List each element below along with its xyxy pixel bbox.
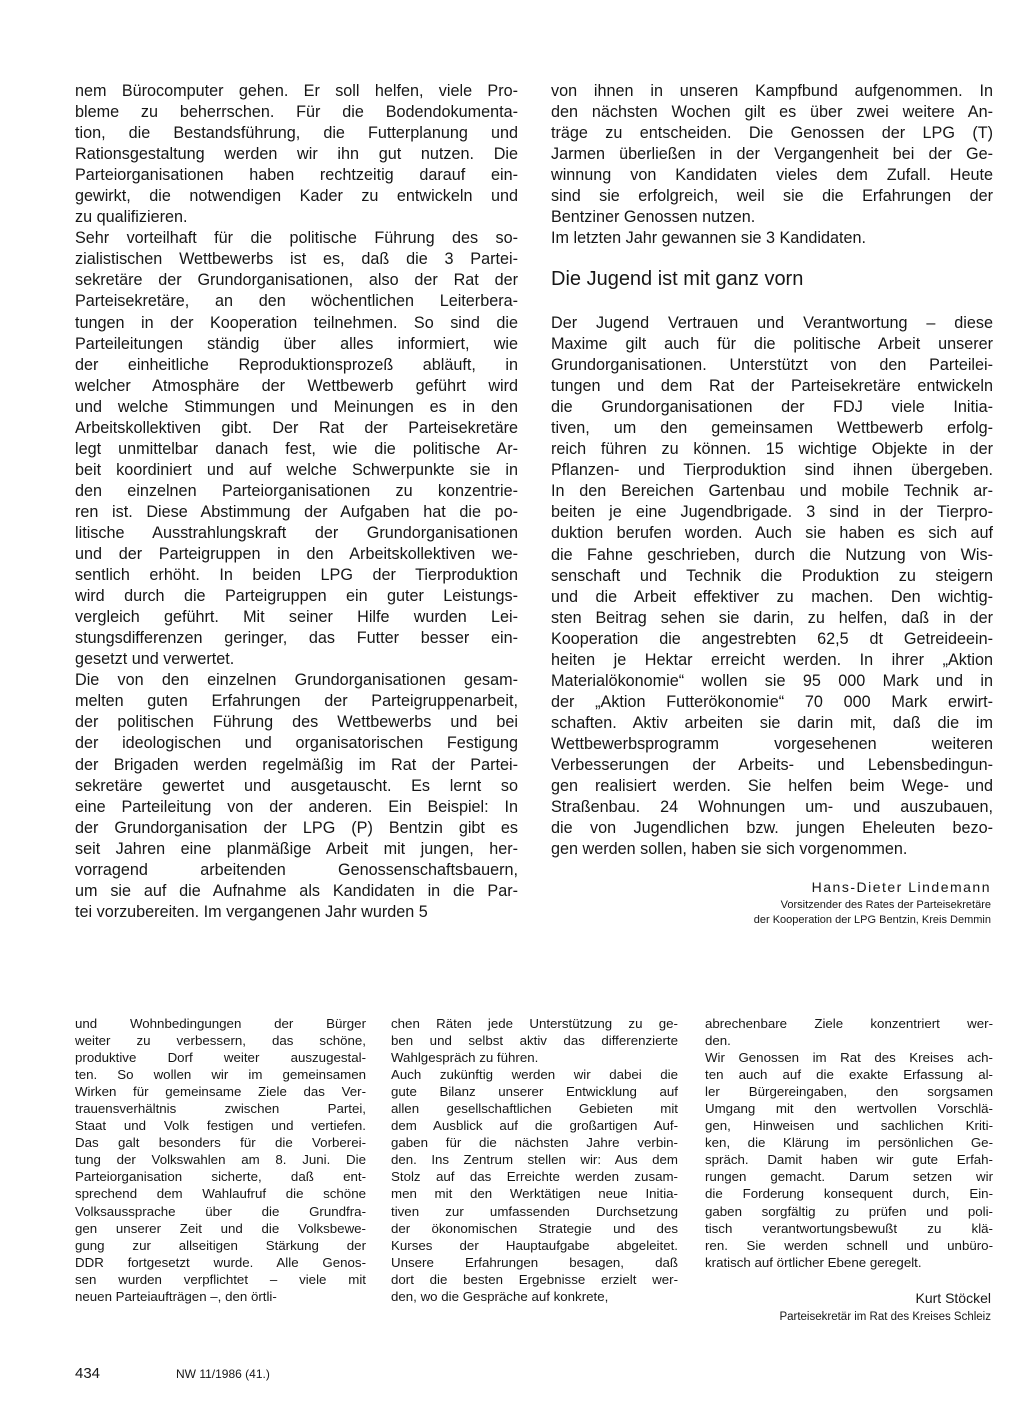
text-line: den, wo die Gespräche auf konkrete, <box>391 1288 609 1304</box>
text-line: Materialökonomie“ wollen sie 95 000 Mark und in <box>551 671 993 690</box>
text-line: ben und selbst aktiv das differenzierte <box>391 1033 678 1049</box>
page-number: 434 <box>75 1365 101 1382</box>
text-line: Unsere Erfahrungen besagen, daß <box>391 1254 678 1270</box>
text-line: der „Aktion Futterökonomie“ 70 000 Mark erwirt- <box>551 692 993 711</box>
bottom-signature-name: Kurt Stöckel <box>915 1290 991 1306</box>
bottom-column-3 <box>705 1015 993 1271</box>
text-line: chen Räten jede Unterstützung zu ge- <box>391 1016 678 1031</box>
text-line: der Grundorganisation der LPG (P) Bentzin gibt es <box>75 818 518 837</box>
text-line: tiven zur umfassenden Durchsetzung <box>391 1203 678 1219</box>
top-left-column <box>75 81 518 923</box>
text-line: trauensverhältnis zwischen Partei, <box>75 1101 366 1117</box>
signature-role-line1: Vorsitzender des Rates der Parteisekretäre <box>780 899 991 911</box>
text-line: Wirken für gemeinsame Ziele das Ver- <box>75 1084 366 1100</box>
text-line: stungsdifferenzen geringer, das Futter besser ein- <box>75 629 518 648</box>
text-line: gung zur allseitigen Stärkung der <box>75 1237 366 1253</box>
text-line: gaben für die nächsten Jahre verbin- <box>391 1135 678 1151</box>
text-line: bleme zu beherrschen. Für die Bodendokumenta- <box>75 103 518 122</box>
text-line: der ökonomischen Strategie und des <box>391 1220 678 1236</box>
text-line: Kooperation die angestrebten 62,5 dt Getreideein- <box>551 629 993 648</box>
text-line: Verbesserungen der Arbeits- und Lebensbedingun- <box>551 755 993 774</box>
text-line: Parteiorganisation sicherte, daß ent- <box>75 1169 366 1185</box>
text-line: gesetzt und verwertet. <box>75 650 235 669</box>
text-line: und der Parteigruppen in den Arbeitskollektiven we- <box>75 545 518 564</box>
text-line: und welche Stimmungen und Meinungen es in den <box>75 397 518 416</box>
paragraph <box>551 81 993 249</box>
text-line: spräch. Damit haben wir gute Erfah- <box>705 1152 993 1168</box>
text-line: um sie auf die Aufnahme als Kandidaten in die Par- <box>75 881 518 900</box>
text-line: sten Beitrag sehen sie darin, zu helfen, daß in der <box>551 608 993 627</box>
top-right-body <box>551 313 993 860</box>
text-line: sind sie erfolgreich, weil sie die Erfahrungen der <box>551 187 993 206</box>
text-line: Sehr vorteilhaft für die politische Führung des so- <box>75 229 518 248</box>
text-line: kratisch auf örtlicher Ebene geregelt. <box>705 1254 922 1270</box>
text-line: Kurses der Hauptaufgabe abgeleitet. <box>391 1237 678 1253</box>
text-line: abrechenbare Ziele konzentriert wer- <box>705 1016 993 1031</box>
text-line: tungen in der Kooperation teilnehmen. So sind die <box>75 313 518 332</box>
paragraph <box>705 1015 993 1271</box>
text-line: winnung von Kandidaten vieles dem Zufall. Heute <box>551 166 993 185</box>
text-line: und Wohnbedingungen der Bürger <box>75 1016 366 1031</box>
text-line: In den Bereichen Gartenbau und mobile Technik ar- <box>551 482 993 501</box>
text-line: men mit den Werktätigen neue Initia- <box>391 1186 678 1202</box>
text-line: ten. So wollen wir im gemeinsamen <box>75 1067 366 1083</box>
text-line: Staat und Volk festigen und vertiefen. <box>75 1118 366 1134</box>
text-line: Die von den einzelnen Grundorganisationen gesam- <box>75 671 518 690</box>
text-line: gen werden sollen, haben sie sich vorgenommen. <box>551 840 908 859</box>
text-line: Parteisekretäre, an den wöchentlichen Leiterbera- <box>75 292 518 311</box>
text-line: den. Ins Zentrum stellen wir: Aus dem <box>391 1152 678 1168</box>
text-line: zialistischen Wettbewerbs ist es, daß die 3 Partei- <box>75 250 518 269</box>
text-line: allen gesellschaftlichen Gebieten mit <box>391 1101 678 1117</box>
text-line: Rationsgestaltung werden wir ihn gut nutzen. Die <box>75 145 518 164</box>
section-heading: Die Jugend ist mit ganz vorn <box>551 268 804 290</box>
text-line: der Brigaden werden regelmäßig im Rat der Partei- <box>75 755 518 774</box>
text-line: ler Bürgereingaben, den sorgsamen <box>705 1084 993 1100</box>
text-line: beit koordiniert und auf welche Schwerpunkte sie in <box>75 460 518 479</box>
text-line: eine Parteileitung von der anderen. Ein Beispiel: In <box>75 797 518 816</box>
text-line: Arbeitskollektiven gibt. Der Rat der Parteisekretäre <box>75 418 518 437</box>
text-line: tion, die Bestandsführung, die Futterplanung und <box>75 124 518 143</box>
paragraph <box>75 81 518 228</box>
text-line: zu qualifizieren. <box>75 208 188 227</box>
text-line: von ihnen in unseren Kampfbund aufgenommen. In <box>551 82 993 100</box>
text-line: gen realisiert werden. Sie helfen beim Wege- und <box>551 777 993 796</box>
text-line: litische Ausstrahlungskraft der Grundorganisationen <box>75 523 518 542</box>
text-line: ren. Sie werden schnell und unbüro- <box>705 1237 993 1253</box>
text-line: der ideologischen und organisatorischen Festigung <box>75 734 518 753</box>
bottom-column-1 <box>75 1015 366 1305</box>
text-line: Umgang mit den wertvollen Vorschlä- <box>705 1101 993 1117</box>
text-line: Wahlgespräch zu führen. <box>391 1050 539 1066</box>
text-line: ken, die Klärung im persönlichen Ge- <box>705 1135 993 1151</box>
text-line: den nächsten Wochen gilt es über zwei weitere An- <box>551 103 993 122</box>
top-right-intro <box>551 81 993 249</box>
signature-name: Hans-Dieter Lindemann <box>811 879 991 895</box>
text-line: sen wurden verpflichtet – viele mit <box>75 1271 366 1287</box>
text-line: gute Bilanz unserer Entwicklung auf <box>391 1084 678 1100</box>
text-line: Volksaussprache über die Grundfra- <box>75 1203 366 1219</box>
text-line: gen unserer Zeit und die Volksbewe- <box>75 1220 366 1236</box>
text-line: nem Bürocomputer gehen. Er soll helfen, viele Pro- <box>75 82 518 100</box>
paragraph <box>391 1015 678 1305</box>
text-line: gewirkt, die notwendigen Kader zu entwickeln und <box>75 187 518 206</box>
text-line: die Fahne geschrieben, durch die Nutzung von Wis- <box>551 545 993 564</box>
text-line: beiten je eine Jugendbrigade. 3 sind in der Tierpro- <box>551 503 993 522</box>
paragraph <box>75 670 518 923</box>
text-line: gen, Hinweisen und sachlichen Kriti- <box>705 1118 993 1134</box>
text-line: Maxime gilt auch für die politische Arbeit unserer <box>551 335 993 354</box>
text-line: den einzelnen Parteiorganisationen zu konzentrie- <box>75 481 518 500</box>
text-line: Bentziner Genossen nutzen. <box>551 208 756 227</box>
text-line: Stolz auf das Erreichte werden zusam- <box>391 1169 678 1185</box>
text-line: sprechend dem Wahlaufruf die schöne <box>75 1186 366 1202</box>
text-line: die Grundorganisationen der FDJ viele Initia- <box>551 398 993 417</box>
text-line: Der Jugend Vertrauen und Verantwortung – diese <box>551 314 993 332</box>
text-line: sekretäre gewertet und ausgetauscht. Es lernt so <box>75 776 518 795</box>
paragraph <box>551 313 993 860</box>
text-line: Straßenbau. 24 Wohnungen um- und auszubauen, <box>551 798 993 817</box>
text-line: tungen und dem Rat der Parteisekretäre entwickeln <box>551 377 993 396</box>
issue-label: NW 11/1986 (41.) <box>176 1367 270 1381</box>
signature-role-line2: der Kooperation der LPG Bentzin, Kreis Demmin <box>753 914 991 926</box>
paragraph <box>75 228 518 670</box>
text-line: weiter zu verbessern, das schöne, <box>75 1033 366 1049</box>
text-line: rungen gemacht. Darum setzen wir <box>705 1169 993 1185</box>
text-line: welcher Atmosphäre der Wettbewerb geführt wird <box>75 376 518 395</box>
text-line: den. <box>705 1033 731 1049</box>
text-line: duktion berufen worden. Auch sie haben es sich auf <box>551 524 993 543</box>
text-line: Parteileitungen ständig über alles informiert, wie <box>75 334 518 353</box>
text-line: Auch zukünftig werden wir dabei die <box>391 1067 678 1083</box>
text-line: sekretäre der Grundorganisationen, also der Rat der <box>75 271 518 290</box>
bottom-signature-role: Parteisekretär im Rat des Kreises Schleiz <box>779 1311 991 1323</box>
bottom-column-2 <box>391 1015 678 1305</box>
text-line: tiven, um den gemeinsamen Wettbewerb erfolg- <box>551 419 993 438</box>
text-line: ten auch auf die exakte Erfassung al- <box>705 1067 993 1083</box>
text-line: neuen Parteiaufträgen –, den örtli- <box>75 1288 277 1304</box>
text-line: produktive Dorf weiter auszugestal- <box>75 1050 366 1066</box>
text-line: vorragend arbeitenden Genossenschaftsbauern, <box>75 860 518 879</box>
text-line: Jarmen überließen in der Vergangenheit bei der Ge- <box>551 145 993 164</box>
text-line: und die Arbeit effektiver zu machen. Den wichtig- <box>551 587 993 606</box>
text-line: Wettbewerbsprogramm vorgesehenen weiteren <box>551 734 993 753</box>
text-line: die von Jugendlichen bzw. jungen Eheleuten bezo- <box>551 819 993 838</box>
text-line: gaben sorgfältig zu prüfen und poli- <box>705 1203 993 1219</box>
text-line: Grundorganisationen. Unterstützt von den Parteilei- <box>551 356 993 375</box>
text-line: träge zu entscheiden. Die Genossen der LPG (T) <box>551 124 993 143</box>
text-line: melten guten Erfahrungen der Parteigruppenarbeit, <box>75 692 518 711</box>
text-line: Pflanzen- und Tierproduktion sind ihnen übergeben. <box>551 461 993 480</box>
text-line: Das galt besonders für die Vorberei- <box>75 1135 366 1151</box>
text-line: tung der Volkswahlen am 8. Juni. Die <box>75 1152 366 1168</box>
text-line: dem Ausblick auf die großartigen Auf- <box>391 1118 678 1134</box>
text-line: dort die besten Ergebnisse erzielt wer- <box>391 1271 678 1287</box>
text-line: vergleich geführt. Mit seiner Hilfe wurden Lei- <box>75 608 518 627</box>
text-line: Wir Genossen im Rat des Kreises ach- <box>705 1050 993 1066</box>
text-line: Im letzten Jahr gewannen sie 3 Kandidaten. <box>551 229 866 248</box>
text-line: senschaft und Technik die Produktion zu steigern <box>551 566 993 585</box>
text-line: sentlich erhöht. In beiden LPG der Tierproduktion <box>75 566 518 585</box>
text-line: schaften. Aktiv arbeiten sie darin mit, daß die im <box>551 713 993 732</box>
text-line: wird durch die Parteigruppen ein guter Leistungs- <box>75 587 518 606</box>
text-line: Parteiorganisationen haben rechtzeitig darauf ein- <box>75 166 518 185</box>
text-line: reich führen zu können. 15 wichtige Objekte in der <box>551 440 993 459</box>
text-line: heiten je Hektar erreicht werden. In ihrer „Aktion <box>551 650 993 669</box>
text-line: die Forderung konsequent durch, Ein- <box>705 1186 993 1202</box>
text-line: legt unmittelbar danach fest, wie die politische Ar- <box>75 439 518 458</box>
text-line: der politischen Führung des Wettbewerbs und bei <box>75 713 518 732</box>
text-line: der einheitliche Reproduktionsprozeß abläuft, in <box>75 355 518 374</box>
text-line: DDR fortgesetzt wurde. Alle Genos- <box>75 1254 366 1270</box>
paragraph <box>75 1015 366 1305</box>
text-line: seit Jahren eine planmäßige Arbeit mit jungen, her- <box>75 839 518 858</box>
text-line: tei vorzubereiten. Im vergangenen Jahr wurden 5 <box>75 902 428 921</box>
text-line: tisch verantwortungsbewußt zu klä- <box>705 1220 993 1236</box>
text-line: ren ist. Diese Abstimmung der Aufgaben hat die po- <box>75 502 518 521</box>
